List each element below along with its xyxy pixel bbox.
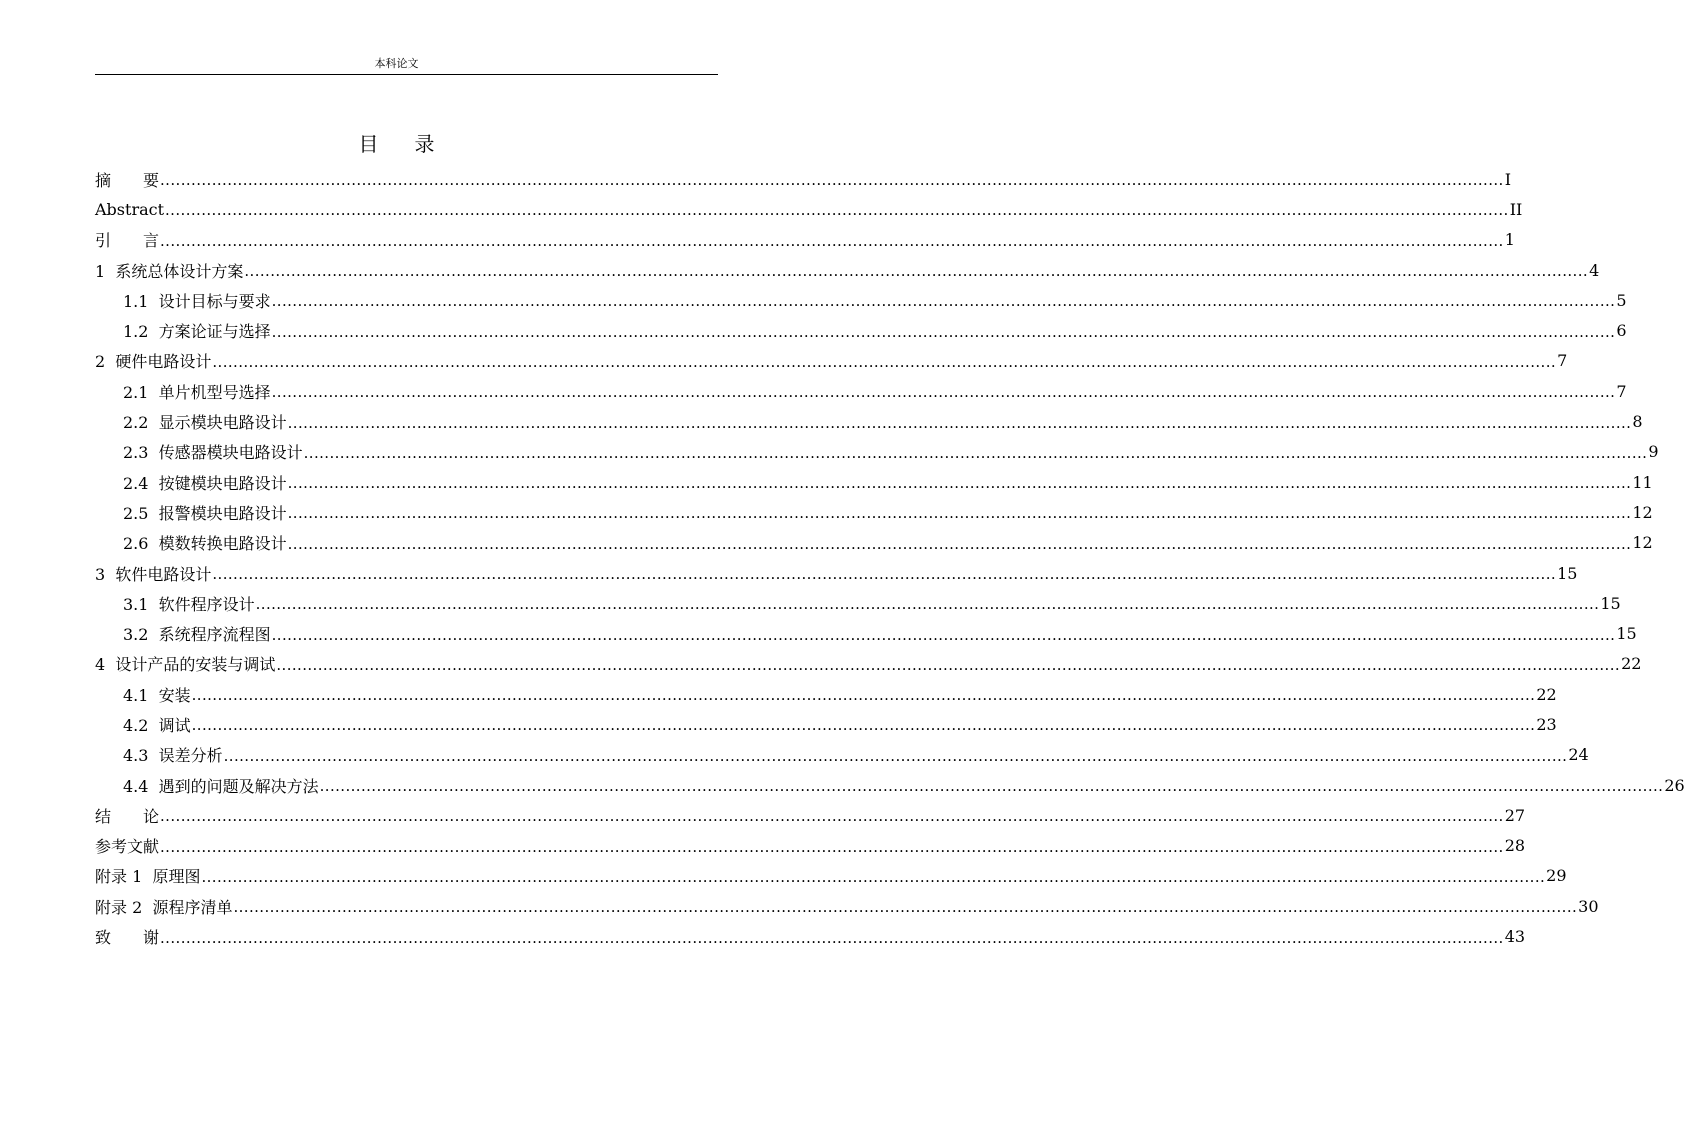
toc-entry[interactable] (95, 861, 1567, 891)
toc-entry-page: 6 (1616, 321, 1627, 341)
toc-title: 目录 (358, 132, 471, 156)
toc-entry[interactable] (95, 497, 1653, 527)
toc-entry[interactable] (95, 558, 1578, 588)
toc-entry-label: 2.4 按键模块电路设计 (123, 473, 287, 493)
toc-entry-label: 引 言 (95, 231, 160, 251)
dot-leader: .................................................................................................................................................................................................................................................................... (160, 231, 1504, 250)
toc-entry-page: 7 (1616, 381, 1627, 401)
toc-entry-page: I (1504, 169, 1512, 189)
toc-entry-label: 3.2 系统程序流程图 (123, 625, 271, 645)
toc-entry[interactable] (95, 770, 1685, 800)
dot-leader: .................................................................................................................................................................................................................................................................... (160, 171, 1504, 190)
toc-entry-page: 28 (1504, 836, 1526, 856)
dot-leader: .................................................................................................................................................................................................................................................................... (271, 383, 1616, 402)
header-rule (95, 74, 718, 75)
toc-entry-label: 参考文献 (95, 837, 160, 857)
toc-entry-label: 4 设计产品的安装与调试 (95, 655, 276, 675)
toc-entry[interactable] (95, 255, 1600, 285)
toc-entry-label: 2 硬件电路设计 (95, 352, 212, 372)
dot-leader: .................................................................................................................................................................................................................................................................... (223, 746, 1568, 765)
toc-entry-page: 7 (1557, 351, 1568, 371)
dot-leader: .................................................................................................................................................................................................................................................................... (212, 565, 1557, 583)
toc-entry-label: 4.3 误差分析 (123, 746, 223, 766)
toc-entry[interactable] (95, 800, 1526, 830)
toc-entry[interactable] (95, 315, 1627, 345)
toc-entry[interactable] (95, 831, 1526, 861)
toc-entry[interactable] (95, 891, 1599, 921)
toc-entry-page: 8 (1632, 412, 1643, 432)
dot-leader: .................................................................................................................................................................................................................................................................... (255, 595, 1600, 614)
toc-entry-page: 22 (1536, 684, 1557, 704)
toc-entry-page: 9 (1648, 442, 1659, 462)
toc-entry-page: II (1509, 199, 1523, 219)
toc-entry-page: 23 (1536, 714, 1557, 734)
toc-entry-label: 2.3 传感器模块电路设计 (123, 443, 303, 463)
toc-entry-page: 29 (1546, 866, 1567, 886)
toc-entry-label: 3.1 软件程序设计 (123, 594, 255, 614)
toc-entry-label: 2.5 报警模块电路设计 (123, 503, 287, 523)
dot-leader: .................................................................................................................................................................................................................................................................... (271, 292, 1616, 311)
toc-entry-page: 30 (1578, 896, 1599, 916)
dot-leader: .................................................................................................................................................................................................................................................................... (165, 201, 1509, 220)
toc-entry-page: 15 (1600, 593, 1621, 613)
table-of-contents (95, 164, 1685, 952)
dot-leader: .................................................................................................................................................................................................................................................................... (160, 807, 1504, 826)
toc-entry[interactable] (95, 376, 1627, 406)
toc-entry-label: 2.6 模数转换电路设计 (123, 534, 287, 554)
dot-leader: .................................................................................................................................................................................................................................................................... (287, 413, 1632, 432)
dot-leader: .................................................................................................................................................................................................................................................................... (287, 504, 1632, 523)
dot-leader: .................................................................................................................................................................................................................................................................... (160, 837, 1504, 856)
dot-leader: .................................................................................................................................................................................................................................................................... (271, 625, 1616, 644)
dot-leader: .................................................................................................................................................................................................................................................................... (287, 534, 1632, 553)
toc-entry-page: 24 (1568, 745, 1589, 765)
toc-entry-label: 结 论 (95, 806, 160, 826)
toc-entry[interactable] (95, 194, 1523, 224)
toc-entry[interactable] (95, 346, 1568, 376)
toc-entry[interactable] (95, 709, 1557, 739)
toc-entry-page: 43 (1504, 927, 1526, 947)
toc-entry[interactable] (95, 225, 1515, 255)
toc-entry-label: 摘 要 (95, 170, 160, 190)
dot-leader: .................................................................................................................................................................................................................................................................... (287, 474, 1632, 493)
dot-leader: .................................................................................................................................................................................................................................................................... (319, 777, 1664, 796)
toc-entry[interactable] (95, 618, 1637, 648)
toc-entry-page: 26 (1664, 775, 1685, 795)
dot-leader: .................................................................................................................................................................................................................................................................... (212, 352, 1557, 371)
toc-entry-page: 22 (1621, 654, 1642, 674)
toc-entry-label: 附录 1 原理图 (95, 867, 201, 887)
toc-entry-page: 27 (1504, 805, 1526, 825)
toc-entry-label: 3 软件电路设计 (95, 564, 212, 584)
toc-entry-label: 1.1 设计目标与要求 (123, 291, 271, 311)
dot-leader: .................................................................................................................................................................................................................................................................... (191, 686, 1536, 705)
toc-entry-label: 2.2 显示模块电路设计 (123, 413, 287, 433)
dot-leader: .................................................................................................................................................................................................................................................................... (201, 867, 1546, 886)
toc-entry-page: 4 (1589, 260, 1600, 280)
toc-entry-page: 11 (1632, 472, 1653, 492)
toc-entry-label: 2.1 单片机型号选择 (123, 382, 271, 402)
toc-entry[interactable] (95, 285, 1627, 315)
dot-leader: .................................................................................................................................................................................................................................................................... (244, 262, 1589, 281)
toc-entry-label: Abstract (95, 199, 165, 219)
toc-entry[interactable] (95, 528, 1653, 558)
toc-entry-page: 12 (1632, 533, 1653, 553)
toc-entry[interactable] (95, 921, 1526, 951)
toc-entry[interactable] (95, 588, 1621, 618)
toc-entry-label: 4.4 遇到的问题及解决方法 (123, 776, 319, 796)
toc-entry-page: 5 (1616, 290, 1627, 310)
toc-entry[interactable] (95, 740, 1589, 770)
toc-entry[interactable] (95, 649, 1642, 679)
toc-entry-label: 4.2 调试 (123, 715, 191, 735)
dot-leader: .................................................................................................................................................................................................................................................................... (191, 716, 1536, 735)
toc-entry[interactable] (95, 679, 1557, 709)
toc-entry-label: 附录 2 源程序清单 (95, 897, 233, 917)
toc-entry-label: 4.1 安装 (123, 685, 191, 705)
toc-entry-page: 1 (1504, 230, 1515, 250)
toc-entry-page: 15 (1557, 563, 1578, 583)
toc-entry-label: 致 谢 (95, 928, 160, 948)
dot-leader: .................................................................................................................................................................................................................................................................... (271, 322, 1616, 341)
toc-entry-page: 12 (1632, 502, 1653, 522)
dot-leader: .................................................................................................................................................................................................................................................................... (276, 655, 1621, 674)
toc-entry-label: 1 系统总体设计方案 (95, 261, 244, 281)
dot-leader: .................................................................................................................................................................................................................................................................... (160, 928, 1504, 947)
toc-entry-page: 15 (1616, 624, 1637, 644)
toc-entry[interactable] (95, 164, 1512, 194)
dot-leader: .................................................................................................................................................................................................................................................................... (303, 443, 1648, 462)
toc-entry[interactable] (95, 437, 1659, 467)
toc-entry[interactable] (95, 406, 1643, 436)
toc-entry[interactable] (95, 467, 1653, 497)
toc-entry-label: 1.2 方案论证与选择 (123, 322, 271, 342)
dot-leader: .................................................................................................................................................................................................................................................................... (233, 898, 1578, 917)
running-header: 本科论文 (374, 57, 419, 70)
